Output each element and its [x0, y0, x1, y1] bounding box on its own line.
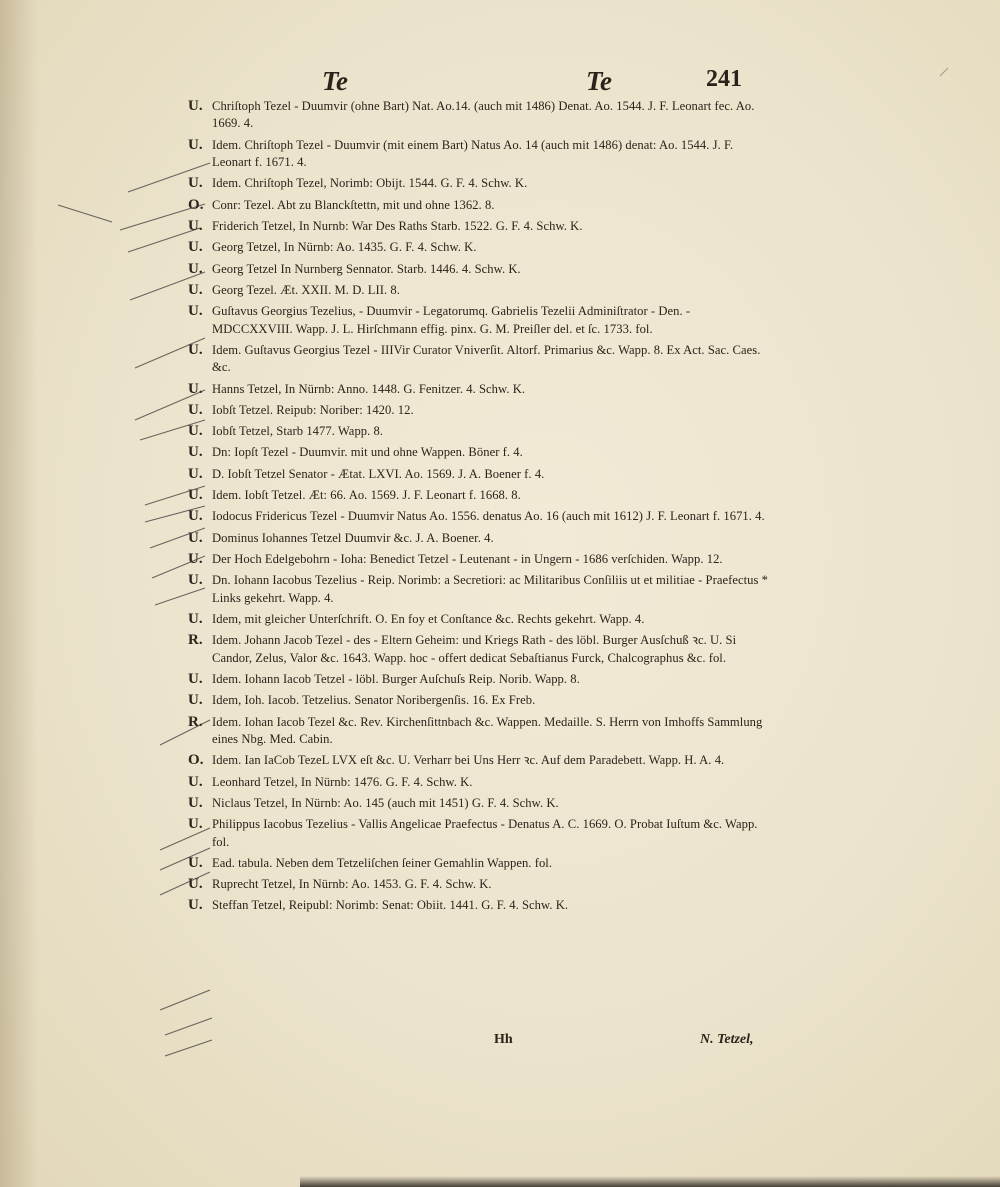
catalog-entry: [172, 508, 772, 525]
entry-text: Idem. Chriſtoph Tezel - Duumvir (mit einem Bart) Natus Ao. 14 (auch mit 1486) denat: Ao. 1544. J. F. Leonart f. 1671. 4.: [212, 137, 734, 170]
entry-text: Leonhard Tetzel, In Nürnb: 1476. G. F. 4. Schw. K.: [212, 774, 473, 789]
entry-text: Idem. Chriſtoph Tezel, Norimb: Obijt. 1544. G. F. 4. Schw. K.: [212, 176, 528, 191]
entry-mark: O.: [188, 752, 204, 769]
catalog-entry: [172, 423, 772, 440]
entry-text: Niclaus Tetzel, In Nürnb: Ao. 145 (auch mit 1451) G. F. 4. Schw. K.: [212, 795, 559, 810]
offset-ghost-text: [202, 1045, 203, 1061]
spine-shadow: [0, 0, 38, 1187]
running-head-center: Te: [586, 66, 612, 96]
entry-mark: U.: [188, 670, 203, 687]
entry-mark: U.: [188, 897, 203, 914]
entry-mark: U.: [188, 692, 203, 709]
catalog-entry: [172, 466, 772, 483]
entry-text: Chriſtoph Tezel - Duumvir (ohne Bart) Nat. Ao.14. (auch mit 1486) Denat. Ao. 1544. J. F. Leonart fec. Ao. 1669. 4.: [212, 99, 755, 131]
catalog-entry: [172, 137, 772, 172]
page-number: 241: [706, 66, 742, 92]
entry-mark: O.: [188, 196, 204, 213]
catalog-entry: [172, 530, 772, 547]
entry-text: Der Hoch Edelgebohrn - Ioha: Benedict Tetzel - Leutenant - in Ungern - 1686 verſchiden. Wapp. 12.: [212, 551, 723, 566]
running-head-left: Te: [322, 66, 348, 96]
signature-mark: Hh: [494, 1032, 513, 1047]
entry-text: Dn. Iohann Iacobus Tezelius - Reip. Norimb: a Secretiori: ac Militaribus Conſiliis ut et militiae - Praefectus * Links gekehrt. Wapp. 4.: [212, 573, 769, 605]
entry-mark: U.: [188, 487, 203, 504]
entry-mark: U.: [188, 794, 203, 811]
entry-text: Idem. Iohan Iacob Tezel &c. Rev. Kirchenſittnbach &c. Wappen. Medaille. S. Herrn von Imhoffs Sammlung eines Nbg. Med. Cabin.: [212, 714, 763, 746]
entry-text: Iobſt Tetzel, Starb 1477. Wapp. 8.: [212, 424, 384, 439]
entry-text: Hanns Tetzel, In Nürnb: Anno. 1448. G. Fenitzer. 4. Schw. K.: [212, 381, 526, 396]
catalog-entry: [172, 632, 772, 667]
entry-text: Steffan Tetzel, Reipubl: Norimb: Senat: Obiit. 1441. G. F. 4. Schw. K.: [212, 898, 569, 913]
entry-mark: U.: [188, 136, 203, 153]
catalog-entry: [172, 342, 772, 377]
catalog-entry: [172, 692, 772, 709]
entry-mark: R.: [188, 632, 203, 649]
entry-mark: U.: [188, 529, 203, 546]
catalog-entry: [172, 98, 772, 133]
entry-text: Dominus Iohannes Tetzel Duumvir &c. J. A. Boener. 4.: [212, 530, 494, 545]
entry-mark: U.: [188, 773, 203, 790]
catalog-entry: [172, 282, 772, 299]
entry-mark: U.: [188, 218, 203, 234]
entry-mark: U.: [188, 98, 203, 114]
entry-mark: U.: [188, 508, 203, 525]
entry-mark: R.: [188, 713, 203, 730]
entry-mark: U.: [188, 423, 203, 440]
entry-text: Idem. Guſtavus Georgius Tezel - IIIVir Curator Vniverſit. Altorf. Primarius &c. Wapp. 8. Ex Act. Sac. Caes. &c.: [212, 342, 761, 375]
entry-mark: U.: [188, 816, 203, 833]
entry-text: Philippus Iacobus Tezelius - Vallis Angelicae Praefectus - Denatus A. C. 1669. O. Probat Iuſtum &c. Wapp. fol.: [212, 817, 758, 849]
entry-mark: U.: [188, 610, 203, 627]
entry-mark: U.: [188, 550, 203, 567]
entry-text: Idem. Johann Jacob Tezel - des - Eltern Geheim: und Kriegs Rath - des löbl. Burger Ausſchuß ꝛc. U. Si Candor, Zelus, Valor &c. 1643. Wapp. hoc - offert dedicat Sebaſtianus Furck, Chalcographus &c. fol.: [212, 633, 737, 665]
catalog-entry: [172, 855, 772, 872]
entry-mark: U.: [188, 239, 203, 256]
entry-text: Georg Tetzel In Nurnberg Sennator. Starb. 1446. 4. Schw. K.: [212, 261, 521, 276]
entry-text: Idem. Iobſt Tetzel. Æt: 66. Ao. 1569. J. F. Leonart f. 1668. 8.: [212, 488, 521, 503]
entry-mark: U.: [188, 341, 203, 358]
entry-text: Georg Tetzel, In Nürnb: Ao. 1435. G. F. 4. Schw. K.: [212, 240, 477, 255]
entry-mark: U.: [188, 876, 203, 893]
catalog-entry: [172, 774, 772, 791]
catalog-entry: [172, 897, 772, 914]
entry-text: Ruprecht Tetzel, In Nürnb: Ao. 1453. G. F. 4. Schw. K.: [212, 877, 492, 892]
catalog-entry: [172, 795, 772, 812]
entry-text: D. Iobſt Tetzel Senator - Ætat. LXVI. Ao. 1569. J. A. Boener f. 4.: [212, 466, 545, 481]
entry-mark: U.: [188, 444, 203, 461]
entry-mark: U.: [188, 281, 203, 298]
catalog-entry: [172, 714, 772, 749]
catalog-entry: [172, 816, 772, 851]
catalog-entry: [172, 572, 772, 607]
catalog-entry: [172, 551, 772, 568]
catalog-entry: [172, 752, 772, 769]
entry-text: Iodocus Fridericus Tezel - Duumvir Natus Ao. 1556. denatus Ao. 16 (auch mit 1612) J. F. Leonart f. 1671. 4.: [212, 509, 765, 524]
catalog-entry: [172, 444, 772, 461]
entry-text: Idem, mit gleicher Unterſchrift. O. En foy et Conſtance &c. Rechts gekehrt. Wapp. 4.: [212, 611, 645, 626]
catalog-entry: [172, 487, 772, 504]
catalog-entry: [172, 197, 772, 214]
entry-mark: U.: [188, 854, 203, 871]
catalog-entry: [172, 239, 772, 256]
entry-text: Friderich Tetzel, In Nurnb: War Des Raths Starb. 1522. G. F. 4. Schw. K.: [212, 219, 583, 233]
entry-text: Idem. Iohann Iacob Tetzel - löbl. Burger Auſchuſs Reip. Norib. Wapp. 8.: [212, 671, 580, 686]
entry-mark: U.: [188, 401, 203, 418]
entry-text: Ead. tabula. Neben dem Tetzeliſchen ſeiner Gemahlin Wappen. fol.: [212, 855, 553, 870]
catalog-entry: [172, 402, 772, 419]
entry-text: Guſtavus Georgius Tezelius, - Duumvir - Legatorumq. Gabrielis Tezelii Adminiſtrator - Den. - MDCCXXVIII. Wapp. J. L. Hirſchmann effig. pinx. G. M. Preiſler del. et ſc. 1733. fol.: [212, 304, 691, 336]
catalog-entry: [172, 218, 772, 235]
catchword: N. Tetzel,: [700, 1032, 754, 1047]
entry-text: Dn: Iopſt Tezel - Duumvir. mit und ohne Wappen. Böner f. 4.: [212, 445, 523, 460]
entry-text: Conr: Tezel. Abt zu Blanckſtettn, mit und ohne 1362. 8.: [212, 197, 495, 212]
entry-mark: U.: [188, 260, 203, 277]
catalog-entry: [172, 611, 772, 628]
entry-text: Iobſt Tetzel. Reipub: Noriber: 1420. 12.: [212, 402, 414, 417]
catalog-entry: [172, 381, 772, 398]
catalog-entry: [172, 261, 772, 278]
entry-list: [172, 98, 772, 1058]
entry-mark: U.: [188, 175, 203, 192]
entry-text: Idem, Ioh. Iacob. Tetzelius. Senator Noribergenſis. 16. Ex Freb.: [212, 693, 536, 708]
catalog-entry: [172, 671, 772, 688]
catalog-entry: [172, 876, 772, 893]
entry-mark: U.: [188, 303, 203, 320]
catalog-entry: [172, 303, 772, 338]
entry-mark: U.: [188, 572, 203, 589]
page-bottom-edge: [300, 1176, 1000, 1187]
entry-text: Idem. Ian IaCob TezeL LVX eſt &c. U. Verharr bei Uns Herr ꝛc. Auf dem Paradebett. Wapp. H. A. 4.: [212, 753, 725, 768]
catalog-entry: [172, 175, 772, 192]
entry-mark: U.: [188, 465, 203, 482]
entry-text: Georg Tezel. Æt. XXII. M. D. LII. 8.: [212, 282, 400, 297]
entry-mark: U.: [188, 380, 203, 397]
